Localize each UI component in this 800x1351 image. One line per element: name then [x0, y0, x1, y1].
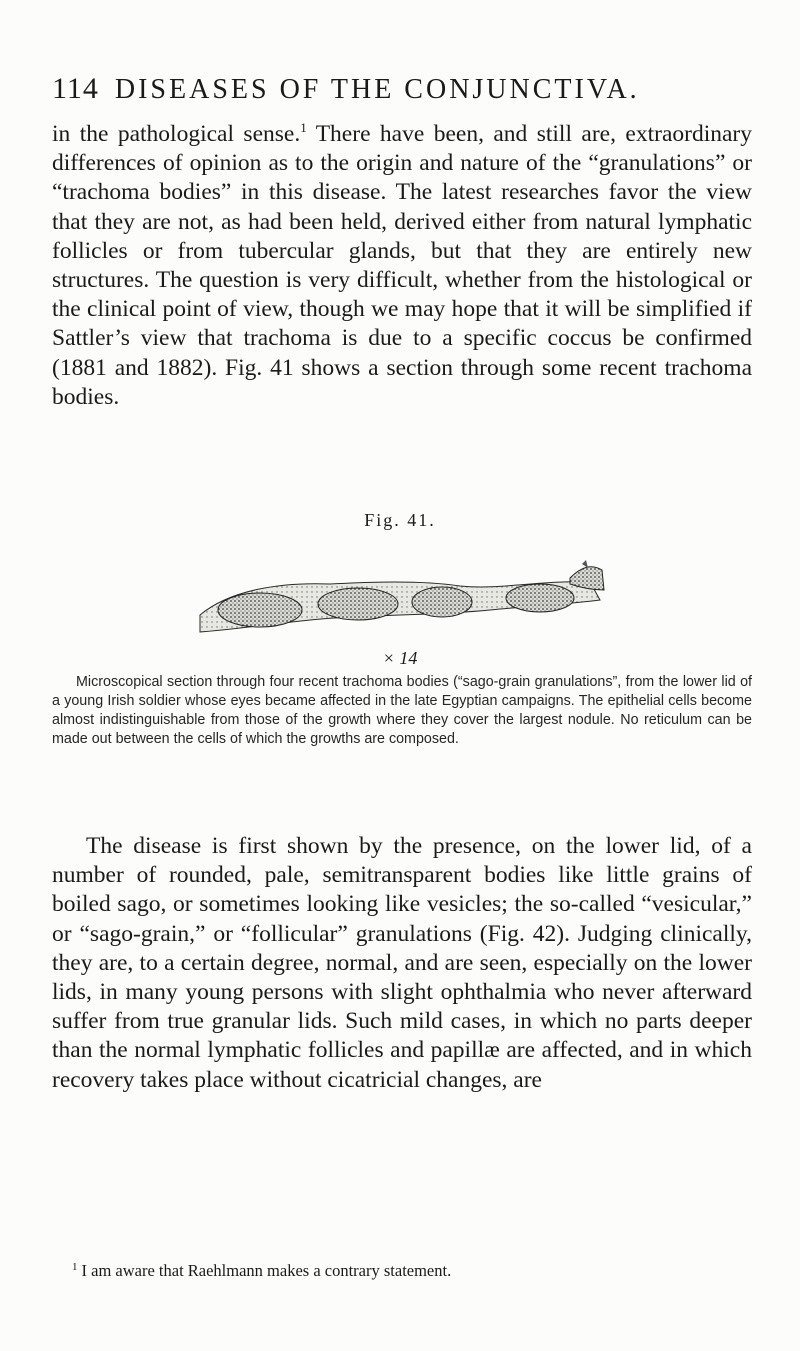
running-header [52, 72, 752, 112]
paragraph-1-text-a: in the pathological sense. [52, 121, 301, 147]
running-title: DISEASES OF THE CONJUNCTIVA. [114, 74, 640, 105]
footnote-reference: 1 [300, 120, 307, 135]
footnote-text: I am aware that Raehlmann makes a contrary statement. [81, 1261, 452, 1280]
page-number: 114 [52, 72, 99, 105]
footnote [72, 1261, 752, 1281]
figure-label: Fig. 41. [364, 510, 436, 530]
paragraph-2-text: The disease is first shown by the presence, on the lower lid, of a number of rounded, pale, semitransparent bodies like little grains of boiled sago, or sometimes looking like vesicles; the so-called “vesicular,” or “sago-grain,” or “follicular” granulations (Fig. 42). Judging clinically, they are, to a certain degree, normal, and are seen, especially on the lower lids, in many young persons with slight ophthalmia who never afterward suffer from true granular lids. Such mild cases, in which no parts deeper than the normal lymphatic follicles and papillæ are affected, and in which recovery takes place without cicatricial changes, are [52, 833, 752, 1093]
paragraph-1 [52, 120, 752, 412]
paragraph-2 [52, 832, 752, 1095]
magnification-label: × 14 [382, 648, 418, 668]
figure-caption-text: Microscopical section through four recent trachoma bodies (“sago-grain granulations”, from the lower lid of a young Irish soldier whose eyes became affected in the late Egyptian campaigns. The epithelial cells become almost indistinguishable from those of the growth where they cover the largest nodule. No reticulum can be made out between the cells of which the growths are composed. [52, 674, 752, 747]
microscopic-section-illustration [190, 560, 610, 640]
footnote-number: 1 [72, 1261, 78, 1273]
paragraph-1-text-b: There have been, and still are, extraordinary differences of opinion as to the origin and nature of the “granulations” or “trachoma bodies” in this disease. The latest researches favor the view that they are not, as had been held, derived either from natural lymphatic follicles or from tubercular glands, but that they are entirely new structures. The question is very difficult, whether from the histological or the clinical point of view, though we may hope that it will be simplified if Sattler’s view that trachoma is due to a specific coccus be confirmed (1881 and 1882). Fig. 41 shows a section through some recent trachoma bodies. [52, 121, 752, 410]
figure-caption [52, 673, 752, 749]
